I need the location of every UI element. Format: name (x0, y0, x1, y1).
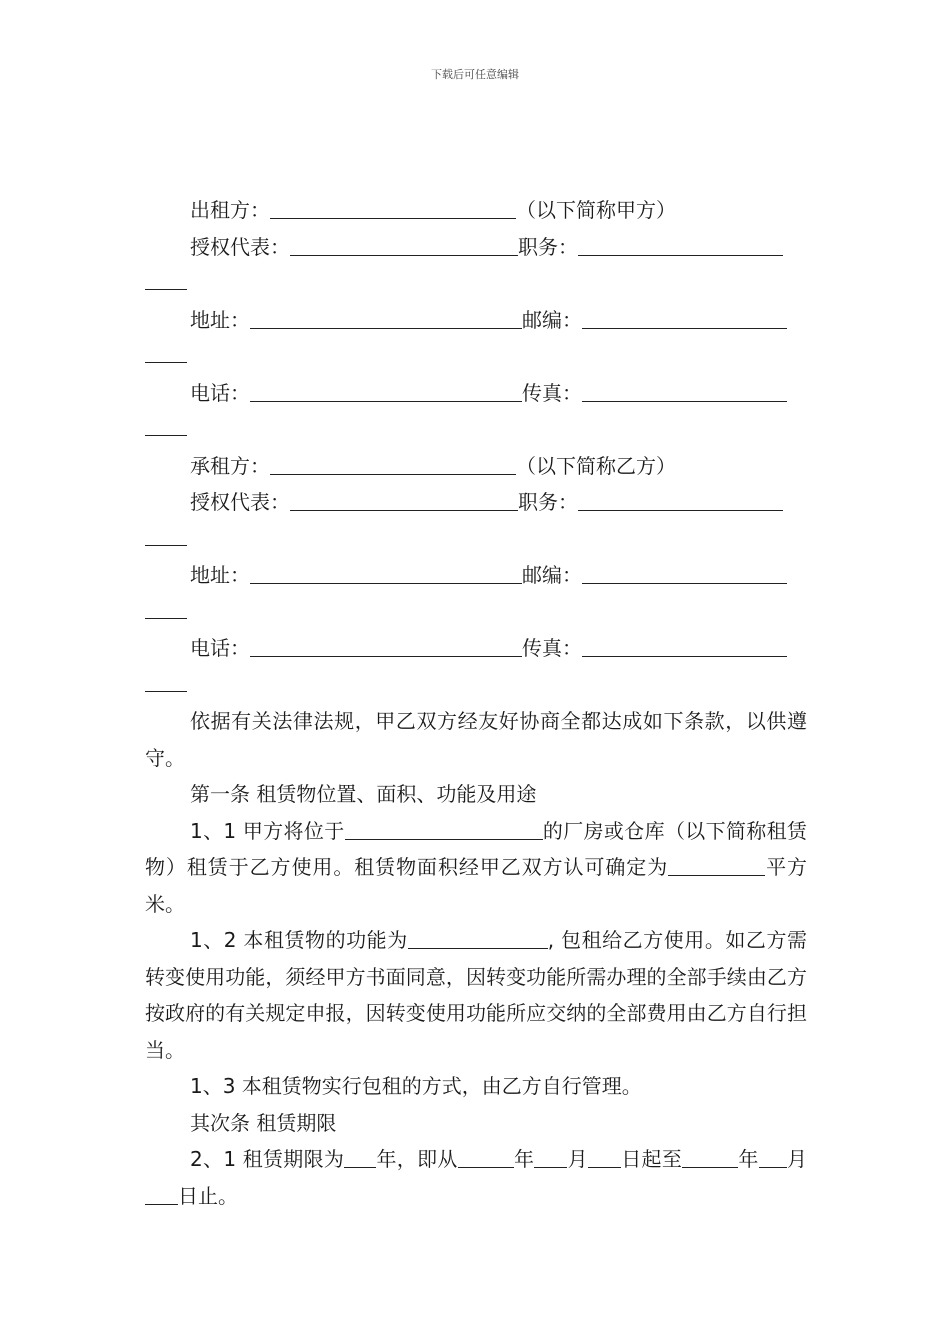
clause-2-1-text-a: 2、1 租赁期限为 (190, 1147, 345, 1171)
lessor-fax-label: 传真： (522, 380, 582, 405)
lessee-address-line (145, 557, 807, 594)
lessor-address-blank[interactable] (250, 306, 522, 329)
lessee-name-line (145, 448, 807, 485)
clause-1-1 (145, 813, 807, 923)
lessor-rep-blank[interactable] (290, 233, 518, 256)
clause-1-2-text-a: 1、2 本租赁物的功能为 (190, 928, 408, 952)
lessee-title-continuation (145, 521, 807, 558)
lessee-phone-label: 电话： (190, 636, 250, 660)
lessor-name-line (145, 192, 807, 229)
contract-body (145, 192, 807, 1214)
lessor-address-line (145, 302, 807, 339)
continuation-blank[interactable] (145, 415, 187, 436)
page-header-note: 下载后可任意编辑 (431, 68, 519, 81)
clause-2-1-text-g: 月 (786, 1147, 808, 1171)
area-blank-part2[interactable] (725, 853, 765, 876)
continuation-blank[interactable] (145, 525, 187, 546)
area-blank-part1[interactable] (668, 853, 725, 876)
lessor-rep-label: 授权代表： (190, 234, 290, 259)
clause-2-1-text-f: 年 (738, 1147, 759, 1171)
start-year-blank[interactable] (458, 1145, 514, 1168)
lessor-address-label: 地址： (190, 307, 250, 332)
lessee-fax-label: 传真： (522, 636, 582, 660)
lessor-postcode-label: 邮编： (522, 307, 582, 332)
lessee-fax-blank[interactable] (582, 634, 787, 657)
lessor-fax-continuation (145, 411, 807, 448)
lessee-postcode-label: 邮编： (522, 563, 582, 587)
lessee-rep-blank[interactable] (290, 488, 518, 511)
lessee-fax-continuation (145, 667, 807, 704)
end-day-blank[interactable] (145, 1182, 178, 1205)
clause-2-1-text-d: 月 (567, 1147, 588, 1171)
lessee-title-blank[interactable] (578, 488, 783, 511)
continuation-blank[interactable] (145, 598, 187, 619)
clause-2-1 (145, 1141, 807, 1214)
clause-1-1-text-a: 1、1 甲方将位于 (190, 818, 345, 843)
lessor-postcode-blank[interactable] (582, 306, 787, 329)
lessee-phone-line (145, 630, 807, 667)
lessee-address-blank[interactable] (250, 561, 522, 584)
clause-1-1-text-b: 的厂房或仓库（以下简称租赁物）租赁于乙方使用。租赁物面积经甲乙双方认可确定为 (145, 818, 807, 879)
lessor-title-blank[interactable] (578, 233, 783, 256)
clause-1-1-text-c: 平方米。 (145, 855, 808, 916)
lessor-fax-blank[interactable] (582, 379, 787, 402)
lessor-phone-label: 电话： (190, 380, 250, 405)
function-blank[interactable] (408, 926, 548, 949)
lessor-title-label: 职务： (518, 234, 578, 259)
end-month-blank[interactable] (759, 1145, 787, 1168)
lessee-phone-blank[interactable] (250, 634, 522, 657)
article-2-title: 其次条 租赁期限 (190, 1110, 337, 1135)
lessee-address-label: 地址： (190, 563, 250, 587)
lessor-name-suffix: （以下简称甲方） (516, 198, 676, 222)
clause-1-3: 1、3 本租赁物实行包租的方式，由乙方自行管理。 (190, 1074, 642, 1098)
lessor-phone-line (145, 375, 807, 412)
lessee-postcode-blank[interactable] (582, 561, 787, 584)
clause-2-1-text-b: 年，即从 (376, 1147, 458, 1171)
continuation-blank[interactable] (145, 269, 187, 290)
clause-1-2 (145, 922, 807, 1068)
lessee-title-label: 职务： (518, 490, 578, 514)
lessee-postcode-continuation (145, 594, 807, 631)
lessor-title-continuation (145, 265, 807, 302)
lessor-name-blank[interactable] (270, 196, 516, 219)
continuation-blank[interactable] (145, 671, 187, 692)
end-year-blank[interactable] (682, 1145, 738, 1168)
clause-1-2-text-b: , 包租给乙方使用。如乙方需转变使用功能，须经甲方书面同意，因转变功能所需办理的全部手续由乙方按政府的有关规定申报，因转变使用功能所应交纳的全部费用由乙方自行担当。 (145, 928, 808, 1062)
start-day-blank[interactable] (588, 1145, 621, 1168)
lessee-name-suffix: （以下简称乙方） (516, 453, 676, 478)
lessee-name-blank[interactable] (270, 452, 516, 475)
clause-2-1-text-h: 日止。 (178, 1183, 238, 1208)
lessee-rep-label: 授权代表： (190, 490, 290, 514)
term-years-blank[interactable] (344, 1145, 376, 1168)
clause-2-1-text-e: 日起至 (620, 1147, 683, 1171)
lessor-name-label: 出租方： (190, 198, 270, 222)
start-month-blank[interactable] (534, 1145, 567, 1168)
location-blank[interactable] (345, 817, 543, 840)
article-1-title: 第一条 租赁物位置、面积、功能及用途 (190, 782, 537, 806)
lessor-phone-blank[interactable] (250, 379, 522, 402)
lessor-postcode-continuation (145, 338, 807, 375)
lessee-rep-line (145, 484, 807, 521)
continuation-blank[interactable] (145, 342, 187, 363)
clause-2-1-text-c: 年 (513, 1147, 535, 1171)
preamble-paragraph: 依据有关法律法规，甲乙双方经友好协商全都达成如下条款，以供遵守。 (145, 709, 807, 770)
lessor-rep-line (145, 229, 807, 266)
lessee-name-label: 承租方： (190, 453, 270, 478)
